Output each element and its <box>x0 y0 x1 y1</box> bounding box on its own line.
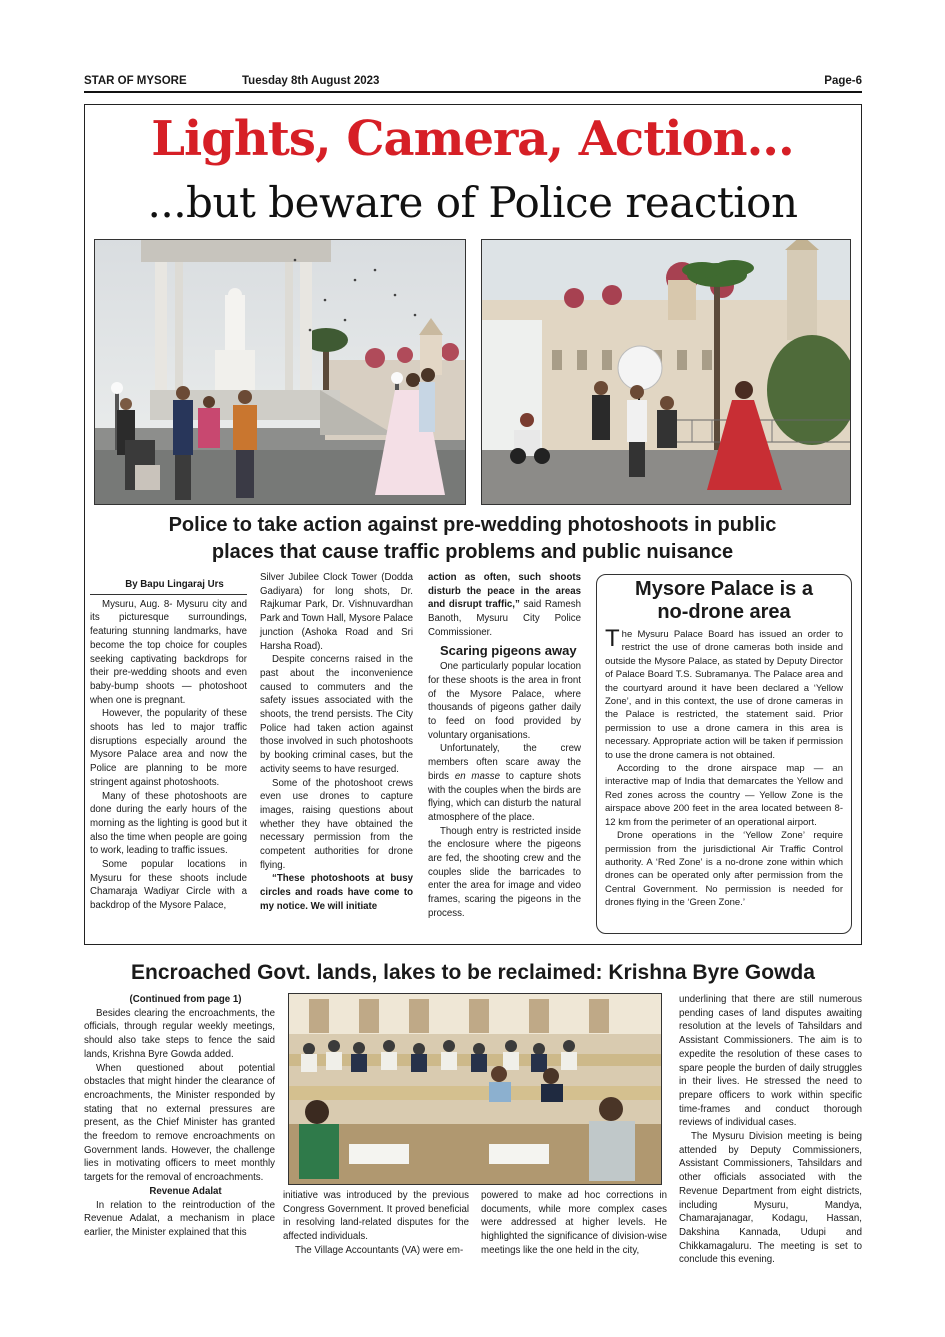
main-headline-secondary: ...but beware of Police reaction <box>147 178 798 227</box>
photo-gazebo-image <box>95 240 466 505</box>
paragraph: The Mysuru Division meeting is being attended by Deputy Commissioners, Assistant Commissioners, Tahsildars and other officials associated with the Revenue Department from eight districts, including Mysuru, Mandya, Chamarajanagar, Kodagu, Hassan, Dakshina Kannada, Udupi and Chikkamagaluru. The meeting is set to conclude this evening. <box>679 1131 862 1266</box>
sub-headline-line-1: Police to take action against pre-wedding photoshoots in public <box>168 514 777 536</box>
paragraph-text: Unfortunately, the crew members often scare away the birds <box>428 743 581 782</box>
paragraph-text: to capture shots with the couples when the birds are flying, which can disturb the natural atmosphere of the place. <box>428 770 581 823</box>
continued-label: (Continued from page 1) <box>129 994 242 1005</box>
paragraph: powered to make ad hoc corrections in documents, while more complex cases were addressed at higher levels. He highlighted the significance of division-wise meetings like the one held in the city, <box>481 1190 667 1256</box>
paragraph: One particularly popular location for these shoots is the area in front of the Mysore Palace, where thousands of pigeons gather daily to feed on food provided by voluntary organisations. <box>428 661 581 741</box>
byline: By Bapu Lingaraj Urs <box>90 578 247 595</box>
sidebar-title-line-1: Mysore Palace is a <box>635 578 813 600</box>
paragraph: Besides clearing the encroachments, the officials, through regular weekly meetings, should also take steps to fence the said lands, Krishna Byre Gowda added. <box>84 1007 275 1060</box>
paragraph: Mysuru, Aug. 8- Mysuru city and its picturesque surroundings, featuring stunning landmarks, have become the top choice for couples seeking captivating backdrops for their pre-wedding shoots and even baby-bump shoots — photoshoot when one is pregnant. <box>90 598 247 706</box>
sidebar-title-line-2: no-drone area <box>657 601 791 623</box>
photo-palace-gazebo <box>94 239 466 505</box>
photo-meeting-image <box>289 994 662 1185</box>
paragraph: The Village Accountants (VA) were em- <box>295 1244 464 1256</box>
paragraph: In relation to the reintroduction of the Revenue Adalat, a mechanism in place earlier, the Minister explained that this <box>84 1199 275 1238</box>
no-drone-sidebar <box>596 574 852 934</box>
paragraph: Silver Jubilee Clock Tower (Dodda Gadiyara) for long shots, Dr. Rajkumar Park, Dr. Vishnuvardhan Park and Town Hall, Mysore Palace junction (Ashoka Road and Sri Harsha Road). <box>260 572 413 652</box>
paragraph: Though entry is restricted inside the enclosure where the pigeons are fed, the shooting crew and the couples slide the barricades to enter the area for image and video frames, scaring the pigeons in the process. <box>428 825 581 919</box>
paragraph: However, the popularity of these shoots has led to major traffic disruptions especially around the Mysore Palace area and now the Police are planning to be more stringent against photoshoots. <box>90 708 247 788</box>
paragraph: Despite concerns raised in the past about the inconvenience caused to commuters and the safety issues associated with the shoots, the trend persists. The City Police had taken action against those involved in such photoshoots by booking criminal cases, but the activity seems to have resurged. <box>260 654 413 775</box>
article-column-3 <box>428 571 581 921</box>
paragraph: initiative was introduced by the previous Congress Government. It proved beneficial in resolving land-related disputes for the affected individuals. <box>283 1190 469 1243</box>
paragraph: When questioned about potential obstacles that might hinder the clearance of encroachments, the Minister responded by stating that no external pressures are present, as the Chief Minister has granted the freedom to remove encroachments on Government lands. However, the challenge lies in motivating officers to meet monthly targets for the removal of encroachments. <box>84 1062 275 1184</box>
sidebar-body <box>605 625 843 910</box>
article-2-column-4 <box>679 993 862 1267</box>
article-column-1 <box>90 578 247 913</box>
paragraph: Drone operations in the ‘Yellow Zone’ require permission from the jurisdictional Air Traffic Control authority. A ‘Red Zone’ is a no-drone zone within which drones can be operated only after permission from the Central Government. No permission is needed for drones flying in the ‘Green Zone.’ <box>605 830 843 909</box>
photo-palace-crew <box>481 239 851 505</box>
article-2-column-1 <box>84 993 275 1240</box>
article-2-column-3 <box>481 1189 667 1258</box>
italic-term: en masse <box>454 770 500 782</box>
quote-attribution: said Ramesh Banoth, Mysuru City Police Commissioner. <box>428 599 581 638</box>
quote-paragraph: “These photoshoots at busy circles and roads have come to my notice. We will initiate <box>260 873 413 912</box>
article-2-column-2 <box>283 1189 469 1258</box>
section-subhead: Scaring pigeons away <box>440 642 577 658</box>
article-column-2 <box>260 571 413 914</box>
page-number: Page-6 <box>824 75 862 87</box>
issue-date: Tuesday 8th August 2023 <box>242 75 380 87</box>
sidebar-title <box>605 578 843 624</box>
quote-text: action as often, such shoots disturb the peace in the areas and disrupt traffic,” <box>428 572 581 611</box>
paragraph: Some popular locations in Mysuru for these shoots include Chamaraja Wadiyar Circle with a backdrop of the Mysore Palace, <box>90 859 247 912</box>
paragraph: According to the drone airspace map — an interactive map of India that demarcates the Yellow and Red zones across the country — Yellow Zone is the airspace above 200 feet in the area located between 8-12 km from the perimeter of an operational airport. <box>605 763 843 828</box>
main-headline: Lights, Camera, Action... <box>151 111 794 167</box>
drop-cap: T <box>605 625 620 652</box>
paragraph: underlining that there are still numerous pending cases of land disputes awaiting resolution at the levels of Tahsildars and Assistant Commissioners. The aim is to expedite the resolution of these cases to spare people the burden of daily struggles in their lives. He stressed the need to prepare officers to work within specific time-frames and conduct thorough reviews of individual cases. <box>679 994 862 1129</box>
sub-headline <box>90 512 855 566</box>
photo-meeting <box>288 993 662 1185</box>
paragraph-text: he Mysuru Palace Board has issued an order to restrict the use of drone cameras both inside and outside the Mysore Palace, as stated by Deputy Director of Palace Board T.S. Subramanya. The Palace area and the courtyard around it have been declared a ‘Yellow Zone’, and in this context, the use of drone cameras in the Palace is restricted, the statement said. Prior permission to use a drone camera in this area is necessary. Appropriate action will be taken if permission to use the drone camera is not obtained. <box>605 629 843 761</box>
paragraph: Some of the photoshoot crews even use drones to capture images, raising questions about whether they have obtained the necessary permission from the competent authorities for drone flying. <box>260 777 413 871</box>
paragraph: Many of these photoshoots are done during the early hours of the morning as the lighting is good but it also the time when people are going to work, leading to traffic issues. <box>90 790 247 857</box>
paper-name: STAR OF MYSORE <box>84 75 187 87</box>
masthead <box>84 74 862 93</box>
article-2-headline: Encroached Govt. lands, lakes to be reclaimed: Krishna Byre Gowda <box>131 961 815 984</box>
photo-crew-image <box>482 240 851 505</box>
section-subhead: Revenue Adalat <box>149 1185 222 1197</box>
sub-headline-line-2: places that cause traffic problems and public nuisance <box>211 541 734 563</box>
